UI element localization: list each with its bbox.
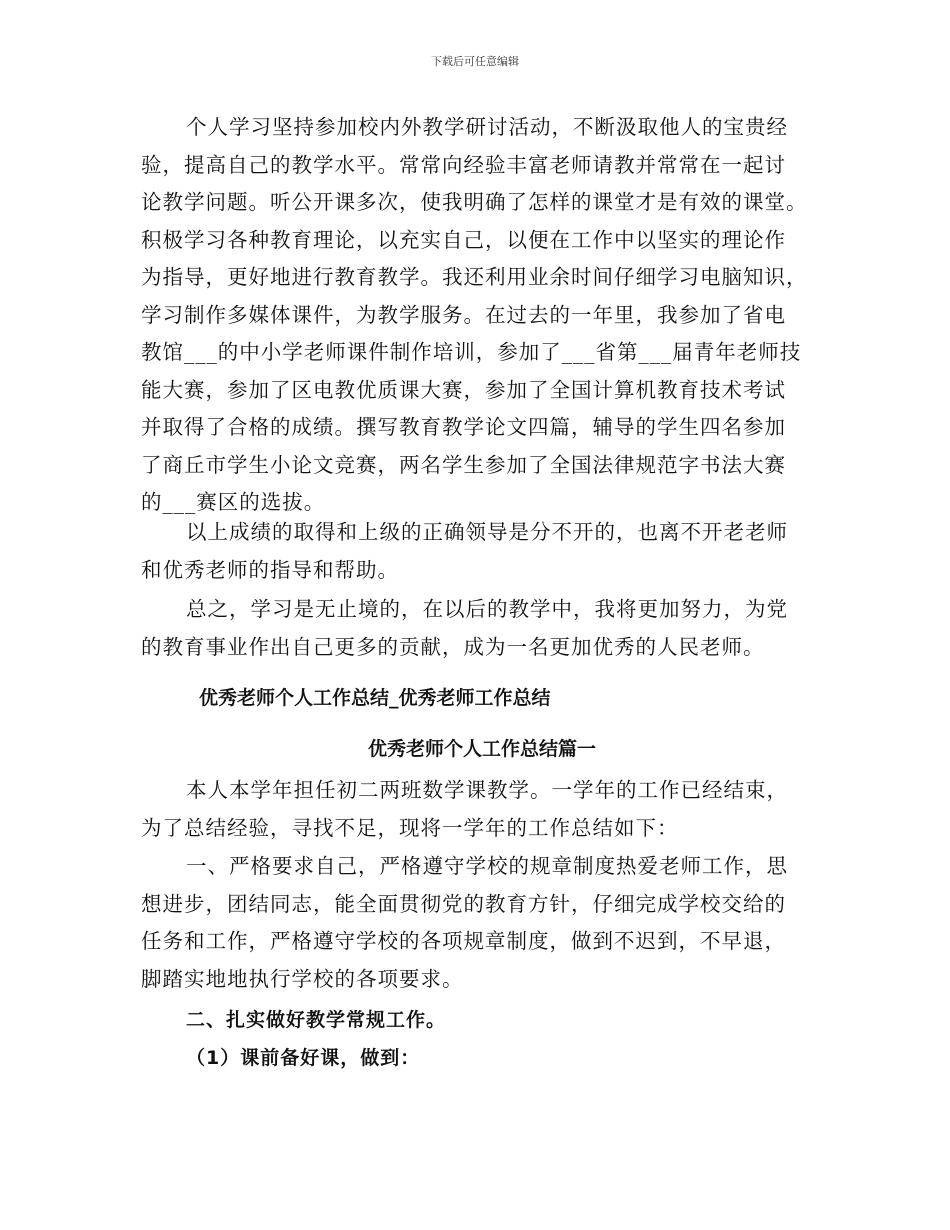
paragraph-self-discipline: [141, 848, 841, 998]
text-line: 为指导，更好地进行教育教学。我还利用业余时间仔细学习电脑知识，: [141, 265, 808, 289]
subsection-heading-lesson-prep: （1）课前备好课，做到：: [186, 1047, 421, 1069]
paragraph-conclusion: [141, 591, 841, 666]
text-line: 并取得了合格的成绩。撰写教育教学论文四篇，辅导的学生四名参加: [141, 415, 786, 439]
page-header: 下载后可任意编辑: [431, 55, 519, 68]
text-line: 一、严格要求自己，严格遵守学校的规章制度热爱老师工作，思: [186, 854, 788, 878]
text-line: 论教学问题。听公开课多次，使我明确了怎样的课堂才是有效的课堂。: [141, 190, 808, 214]
text-line: 本人本学年担任初二两班数学课教学。一学年的工作已经结束，: [186, 778, 788, 802]
article-subtitle: 优秀老师个人工作总结篇一: [368, 738, 597, 760]
paragraph-intro: [141, 772, 841, 847]
paragraph-achievements-credit: [141, 514, 841, 589]
text-line: 总之，学习是无止境的，在以后的教学中，我将更加努力，为党: [186, 597, 788, 621]
text-line: 和优秀老师的指导和帮助。: [141, 557, 399, 582]
text-line: 的教育事业作出自己更多的贡献，成为一名更加优秀的人民老师。: [141, 634, 765, 659]
text-line: 为了总结经验，寻找不足，现将一学年的工作总结如下：: [141, 815, 679, 840]
paragraph-study-activities: [141, 109, 841, 522]
text-line: 个人学习坚持参加校内外教学研讨活动，不断汲取他人的宝贵经: [186, 115, 788, 139]
text-line: 教馆___的中小学老师课件制作培训，参加了___省第___届青年老师技: [141, 340, 802, 364]
text-line: 任务和工作，严格遵守学校的各项规章制度，做到不迟到，不早退，: [141, 929, 786, 953]
text-line: 验，提高自己的教学水平。常常向经验丰富老师请教并常常在一起讨: [141, 152, 786, 177]
article-title: 优秀老师个人工作总结_优秀老师工作总结: [199, 687, 551, 709]
text-line: 了商丘市学生小论文竞赛，两名学生参加了全国法律规范字书法大赛: [141, 452, 786, 477]
text-line: 以上成绩的取得和上级的正确领导是分不开的，也离不开老老师: [186, 520, 788, 544]
text-line: 学习制作多媒体课件，为教学服务。在过去的一年里，我参加了省电: [141, 302, 786, 327]
text-line: 想进步，团结同志，能全面贯彻党的教育方针，仔细完成学校交给的: [141, 891, 786, 916]
section-heading-teaching-routine: 二、扎实做好教学常规工作。: [186, 1009, 447, 1031]
text-line: 能大赛，参加了区电教优质课大赛，参加了全国计算机教育技术考试: [141, 377, 786, 402]
text-line: 的___赛区的选拔。: [141, 490, 326, 514]
text-line: 积极学习各种教育理论，以充实自己，以便在工作中以坚实的理论作: [141, 227, 786, 252]
text-line: 脚踏实地地执行学校的各项要求。: [141, 966, 464, 991]
